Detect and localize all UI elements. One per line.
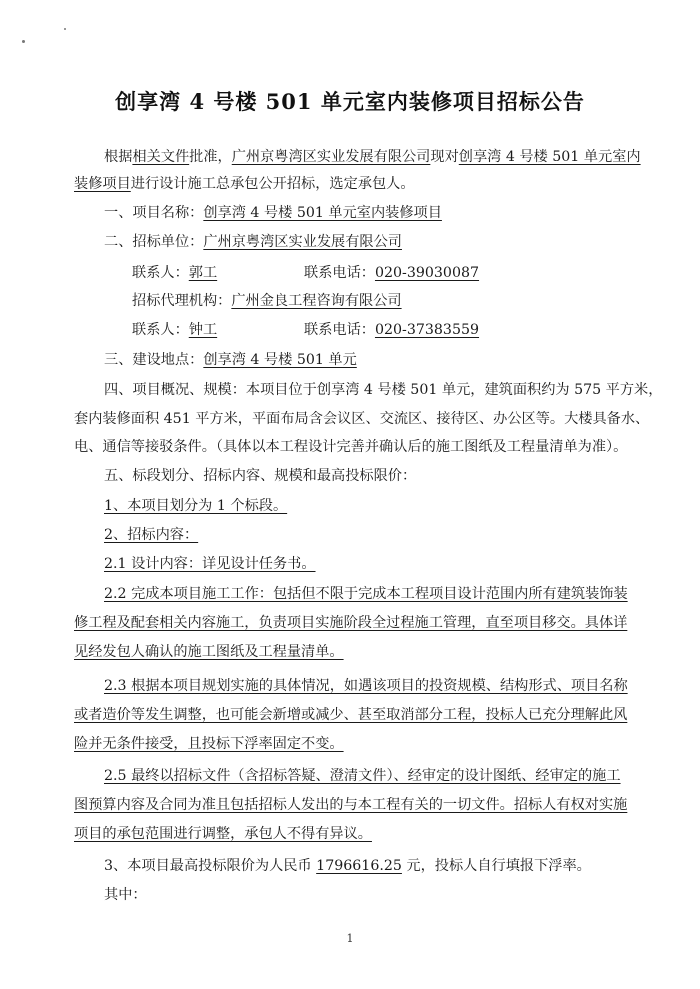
- overview-line-3: 电、通信等接驳条件。（具体以本工程设计完善并确认后的施工图纸及工程量清单为准）。: [74, 439, 628, 455]
- max-bid-price-line: 3、本项目最高投标限价为人民币 1796616.25 元，投标人自行填报下浮率。: [104, 858, 591, 874]
- project-name-row: 一、项目名称：创享湾 4 号楼 501 单元室内装修项目: [104, 205, 442, 221]
- agency-phone-row: 联系电话：020-37383559: [304, 322, 480, 338]
- section-five-heading: 五、标段划分、招标内容、规模和最高投标限价：: [104, 468, 417, 484]
- final-basis-line-2: 图预算内容及合同为准且包括招标人发出的与本工程有关的一切文件。招标人有权对实施: [74, 797, 628, 813]
- scan-speck: [22, 40, 25, 43]
- overview-line-2: 套内装修面积 451 平方米，平面布局含会议区、交流区、接待区、办公区等。大楼具备水、: [74, 411, 650, 427]
- tenderer-row: 二、招标单位：广州京粤湾区实业发展有限公司: [104, 234, 402, 250]
- intro-line-2: 装修项目进行设计施工总承包公开招标，选定承包人。: [74, 176, 415, 192]
- tenderer-phone-row: 联系电话：020-39030087: [304, 265, 480, 281]
- tender-content-heading: 2、招标内容：: [104, 527, 199, 543]
- final-basis-line-3: 项目的承包范围进行调整，承包人不得有异议。: [74, 826, 372, 842]
- page-title: 创享湾 4 号楼 501 单元室内装修项目招标公告: [115, 89, 585, 114]
- construction-scope-line-3: 见经发包人确认的施工图纸及工程量清单。: [74, 644, 344, 660]
- design-content-line: 2.1 设计内容：详见设计任务书。: [104, 556, 316, 572]
- adjustment-clause-line-2: 或者造价等发生调整，也可能会新增或减少、甚至取消部分工程，投标人已充分理解此风: [74, 707, 628, 723]
- adjustment-clause-line-1: 2.3 根据本项目规划实施的具体情况，如遇该项目的投资规模、结构形式、项目名称: [104, 678, 628, 694]
- construction-scope-line-2: 修工程及配套相关内容施工，负责项目实施阶段全过程施工管理，直至项目移交。具体详: [74, 615, 628, 631]
- among-which-line: 其中：: [104, 887, 147, 903]
- tenderer-contact-row: 联系人：郭工: [132, 265, 218, 281]
- lot-division-line: 1、本项目划分为 1 个标段。: [104, 498, 288, 514]
- location-row: 三、建设地点：创享湾 4 号楼 501 单元: [104, 352, 357, 368]
- overview-line-1: 四、项目概况、规模：本项目位于创享湾 4 号楼 501 单元，建筑面积约为 575 平方米，: [104, 382, 663, 398]
- adjustment-clause-line-3: 险并无条件接受，且投标下浮率固定不变。: [74, 736, 344, 752]
- agency-contact-row: 联系人：钟工: [132, 322, 218, 338]
- final-basis-line-1: 2.5 最终以招标文件（含招标答疑、澄清文件）、经审定的设计图纸、经审定的施工: [104, 768, 621, 784]
- construction-scope-line-1: 2.2 完成本项目施工工作：包括但不限于完成本工程项目设计范围内所有建筑装饰装: [104, 586, 628, 602]
- agency-row: 招标代理机构：广州金良工程咨询有限公司: [132, 293, 402, 309]
- intro-line-1: 根据相关文件批准，广州京粤湾区实业发展有限公司现对创享湾 4 号楼 501 单元室内: [104, 149, 641, 165]
- page-number: 1: [346, 932, 354, 945]
- scan-speck: [64, 28, 66, 30]
